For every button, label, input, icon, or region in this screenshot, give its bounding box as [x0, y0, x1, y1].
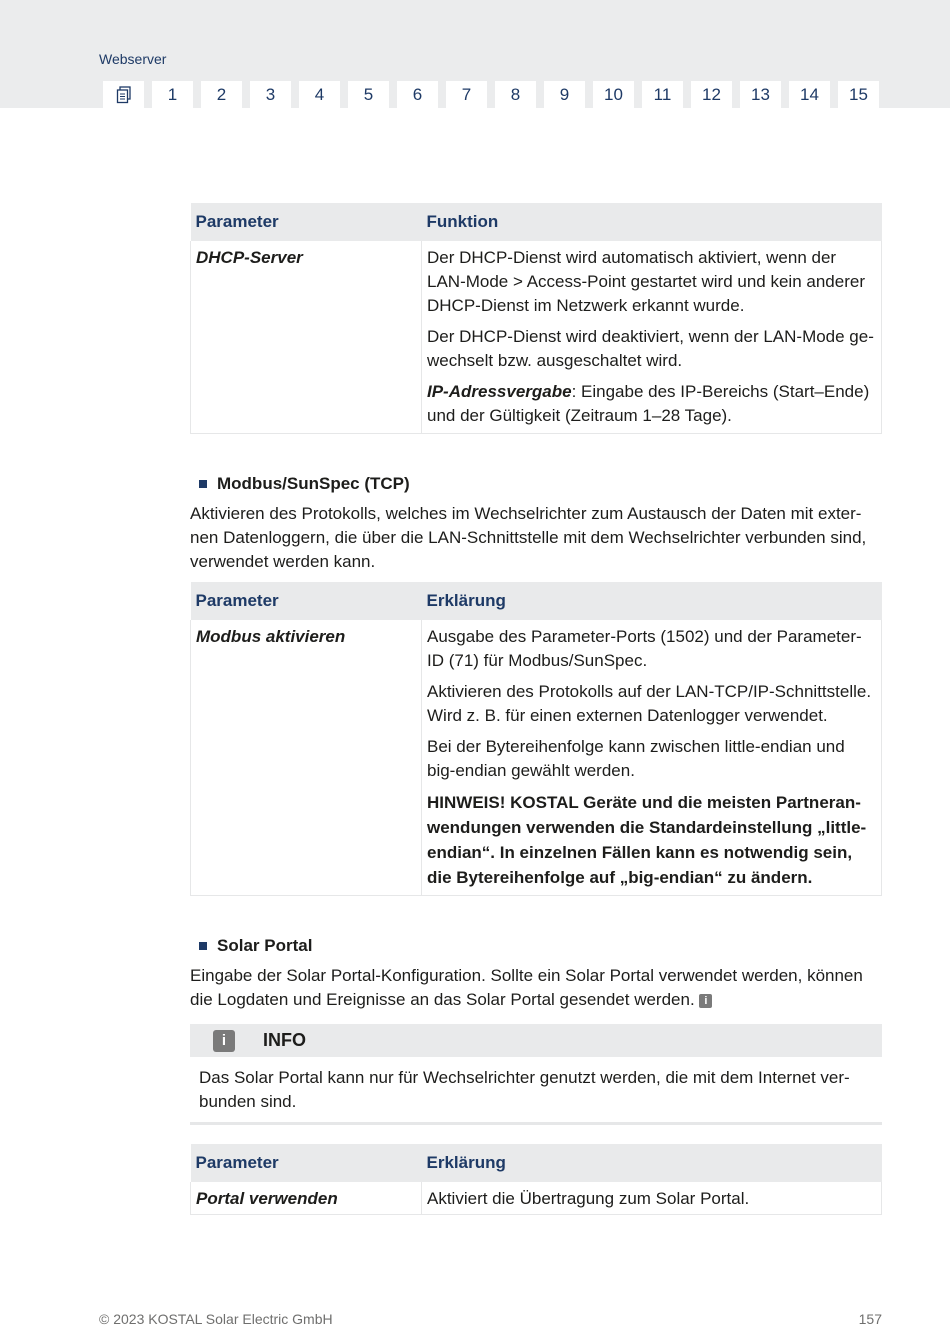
notice-paragraph: HINWEIS! KOSTAL Geräte und die meisten Partneranwendungen verwenden die Standardeinstellung „little-endian“. In einzelnen Fällen kann es notwendig sein, die Bytereihenfolge auf „big-endian“ zu ändern. — [427, 793, 867, 887]
ip-assignment-text: : Eingabe des IP-Bereichs (Start–Ende) und der Gültigkeit (Zeitraum 1–28 Tage). — [427, 382, 870, 425]
description-paragraph — [427, 380, 876, 428]
table-header-explanation: Erklärung — [422, 582, 882, 620]
chapter-tab-3[interactable]: 3 — [250, 81, 291, 108]
chapter-tab-2[interactable]: 2 — [201, 81, 242, 108]
chapter-tab-1[interactable]: 1 — [152, 81, 193, 108]
table-header-parameter: Parameter — [191, 203, 422, 241]
ip-assignment-label: IP-Adressvergabe — [427, 382, 572, 401]
param-name: DHCP-Server — [191, 241, 422, 434]
toc-tab[interactable] — [103, 81, 144, 108]
solar-portal-table — [190, 1144, 882, 1215]
modbus-intro: Aktivieren des Protokolls, welches im Wechselrichter zum Austausch der Daten mit externen Datenloggern, die über die LAN-Schnittstelle mit dem Wechselrichter verbunden sind, verwendet werden kann. — [190, 504, 867, 571]
description-paragraph: Der DHCP-Dienst wird automatisch aktiviert, wenn der LAN-Mode > Access-Point gestartet wird und kein anderer DHCP-Dienst im Netzwerk erkannt wurde. — [427, 248, 865, 315]
chapter-tab-8[interactable]: 8 — [495, 81, 536, 108]
param-description: Aktiviert die Übertragung zum Solar Portal. — [422, 1182, 882, 1215]
info-icon[interactable]: i — [699, 994, 712, 1008]
param-description — [422, 241, 882, 434]
chapter-tab-6[interactable]: 6 — [397, 81, 438, 108]
page-content — [190, 203, 882, 1215]
table-header-parameter: Parameter — [191, 1144, 422, 1182]
info-box-header — [190, 1024, 882, 1057]
info-box — [190, 1024, 882, 1125]
description-paragraph: Aktivieren des Protokolls auf der LAN-TCP/IP-Schnittstelle. Wird z. B. für einen externen Datenlogger verwendet. — [427, 682, 872, 725]
page-number: 157 — [858, 1311, 882, 1327]
chapter-tab-13[interactable]: 13 — [740, 81, 781, 108]
info-text: Das Solar Portal kann nur für Wechselrichter genutzt werden, die mit dem Internet verbunden sind. — [190, 1057, 882, 1125]
description-paragraph: Der DHCP-Dienst wird deaktiviert, wenn der LAN-Mode gewechselt bzw. ausgeschaltet wird. — [427, 327, 874, 370]
footer-copyright: © 2023 KOSTAL Solar Electric GmbH — [99, 1311, 333, 1327]
modbus-table — [190, 582, 882, 896]
table-row — [191, 1182, 882, 1215]
dhcp-table — [190, 203, 882, 434]
table-header-parameter: Parameter — [191, 582, 422, 620]
chapter-tab-5[interactable]: 5 — [348, 81, 389, 108]
info-title: INFO — [263, 1030, 306, 1050]
modbus-heading-text: Modbus/SunSpec (TCP) — [217, 474, 410, 493]
table-header-function: Funktion — [422, 203, 882, 241]
table-row — [191, 620, 882, 896]
chapter-tab-7[interactable]: 7 — [446, 81, 487, 108]
table-row — [191, 241, 882, 434]
chapter-tab-12[interactable]: 12 — [691, 81, 732, 108]
solar-portal-intro-text: Eingabe der Solar Portal-Konfiguration. Sollte ein Solar Portal verwendet werden, können die Logdaten und Ereignisse an das Solar Portal gesendet werden. — [190, 966, 863, 1009]
bullet-square-icon — [199, 942, 207, 950]
chapter-tab-4[interactable]: 4 — [299, 81, 340, 108]
solar-portal-intro — [190, 964, 882, 1012]
modbus-heading — [199, 474, 882, 494]
param-name: Modbus aktivieren — [191, 620, 422, 896]
solar-portal-heading — [199, 936, 882, 956]
chapter-tab-9[interactable]: 9 — [544, 81, 585, 108]
info-icon: i — [213, 1030, 235, 1052]
chapter-tab-10[interactable]: 10 — [593, 81, 634, 108]
param-name: Portal verwenden — [191, 1182, 422, 1215]
description-paragraph: Ausgabe des Parameter-Ports (1502) und der Parameter-ID (71) für Modbus/SunSpec. — [427, 627, 862, 670]
table-header-explanation: Erklärung — [422, 1144, 882, 1182]
chapter-tab-14[interactable]: 14 — [789, 81, 830, 108]
section-label: Webserver — [99, 51, 167, 67]
bullet-square-icon — [199, 480, 207, 488]
description-paragraph: Bei der Bytereihenfolge kann zwischen little-endian und big-endian gewählt werden. — [427, 737, 845, 780]
param-description — [422, 620, 882, 896]
solar-portal-heading-text: Solar Portal — [217, 936, 313, 955]
chapter-tab-15[interactable]: 15 — [838, 81, 879, 108]
chapter-tabs — [103, 81, 879, 108]
chapter-tab-11[interactable]: 11 — [642, 81, 683, 108]
document-stack-icon — [116, 86, 132, 104]
